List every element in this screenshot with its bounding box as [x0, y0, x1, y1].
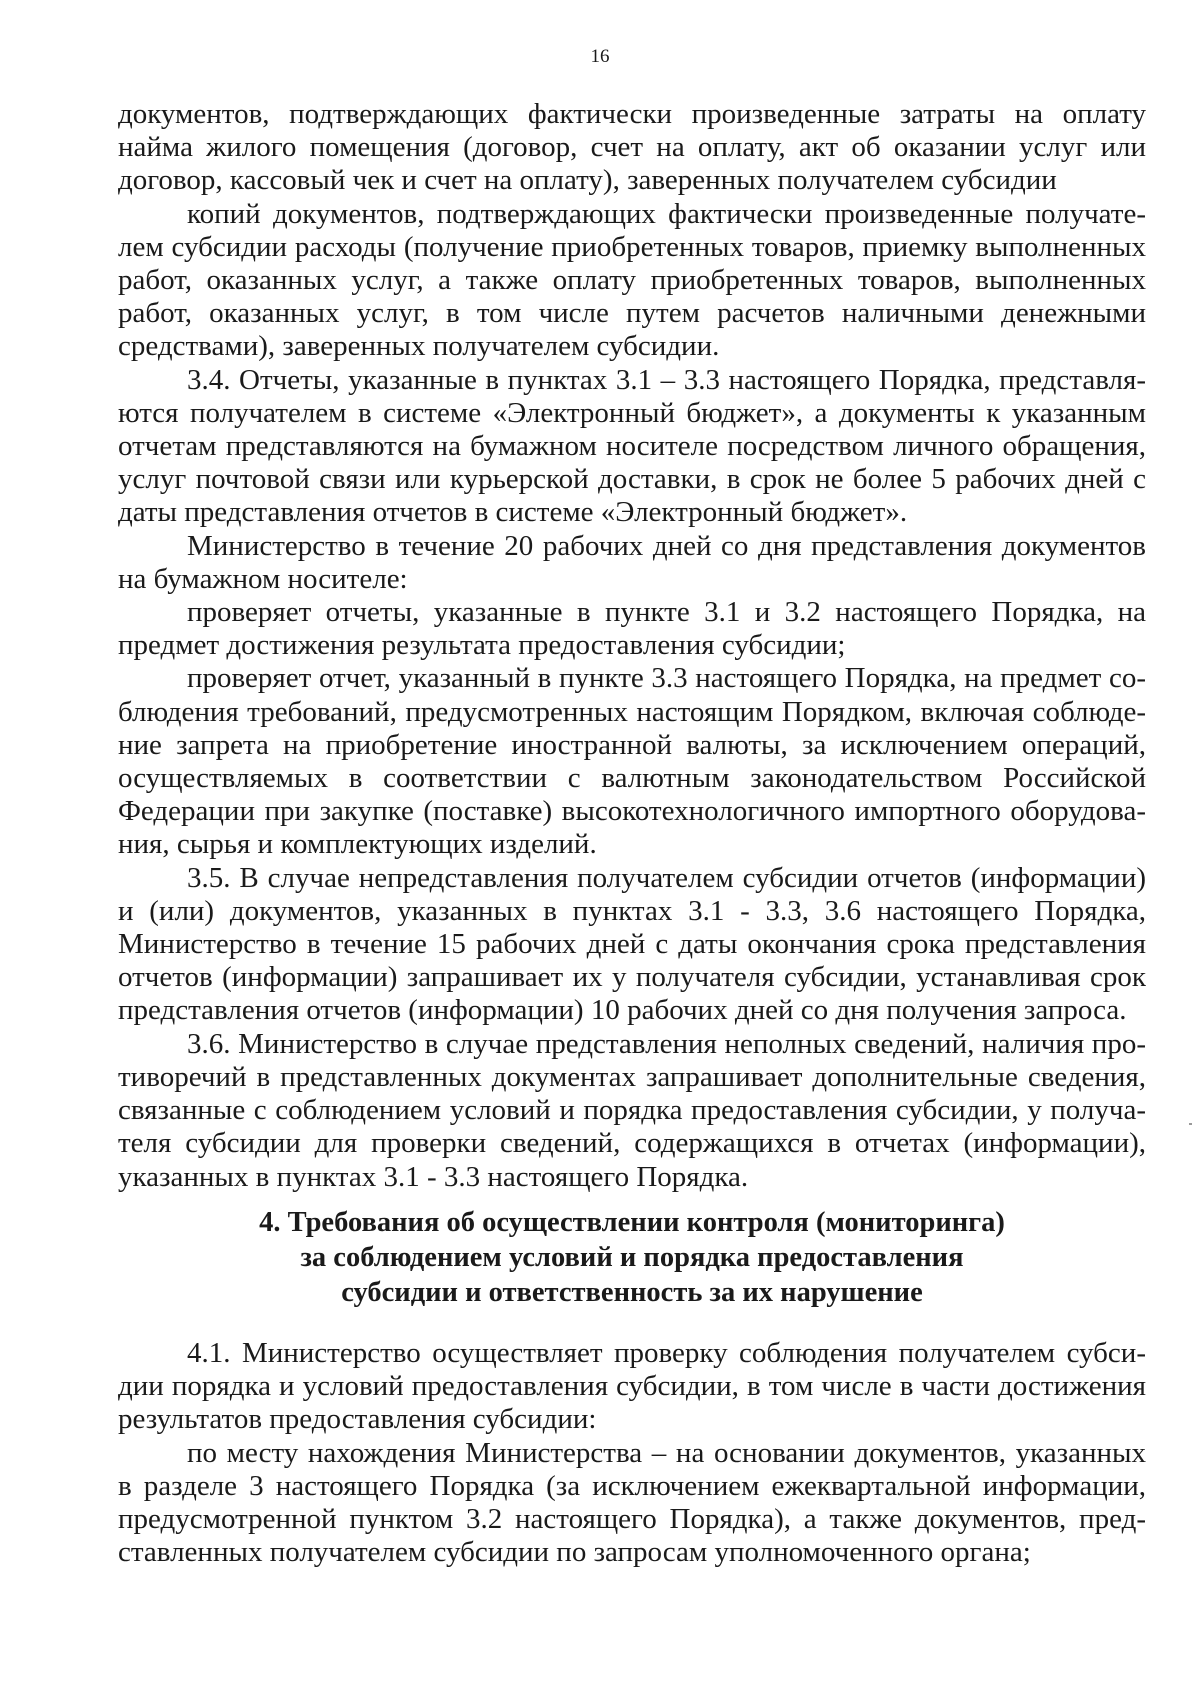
paragraph-3-6: 3.6. Министерство в случае представления неполных сведений, наличия противоречий в представленных документах запрашивает дополнительные сведения, связанные с соблюдением условий и порядка предоставления субсидии, у получателя субсидии для проверки сведений, содержащихся в отчетах (информации), указанных в пунктах 3.1 - 3.3 настоящего Порядка.	[118, 1027, 1146, 1193]
section-heading	[118, 1205, 1146, 1310]
page-number: 16	[590, 46, 610, 67]
section-heading-line: 4. Требования об осуществлении контроля (мониторинга)	[259, 1207, 1005, 1238]
paragraph-checks-reports: проверяет отчеты, указанные в пункте 3.1 и 3.2 настоящего Порядка, на предмет достижения результата предоставления субсидии;	[118, 596, 1146, 662]
document-body-top	[118, 98, 1146, 1194]
paragraph-continuation: документов, подтверждающих фактически произведенные затраты на оплату найма жилого помещения (договор, счет на оплату, акт об оказании услуг или договор, кассовый чек и счет на оплату), заверенных получателем субсидии	[118, 98, 1146, 197]
paragraph-4-1: 4.1. Министерство осуществляет проверку соблюдения получателем субсидии порядка и условий предоставления субсидии, в том числе в части достижения результатов предоставления субсидии:	[118, 1337, 1146, 1436]
section-heading-line: за соблюдением условий и порядка предоставления	[300, 1242, 964, 1273]
scan-mark	[1189, 1123, 1192, 1125]
document-body-bottom	[118, 1337, 1146, 1569]
paragraph-3-4: 3.4. Отчеты, указанные в пунктах 3.1 – 3.3 настоящего Порядка, представляются получателем в системе «Электронный бюджет», а документы к указанным отчетам представляются на бумажном носителе посредством личного обращения, услуг почтовой связи или курьерской доставки, в срок не более 5 рабочих дней с даты представления отчетов в системе «Электронный бюджет».	[118, 363, 1146, 529]
paragraph-ministry-review: Министерство в течение 20 рабочих дней со дня представления документов на бумажном носителе:	[118, 529, 1146, 595]
paragraph-ministry-location: по месту нахождения Министерства – на основании документов, указанных в разделе 3 настоящего Порядка (за исключением ежеквартальной информации, предусмотренной пунктом 3.2 настоящего Порядка), а также документов, представленных получателем субсидии по запросам уполномоченного органа;	[118, 1436, 1146, 1569]
paragraph-3-5: 3.5. В случае непредставления получателем субсидии отчетов (информации) и (или) документов, указанных в пунктах 3.1 - 3.3, 3.6 настоящего Порядка, Министерство в течение 15 рабочих дней с даты окончания срока представления отчетов (информации) запрашивает их у получателя субсидии, устанавливая срок представления отчетов (информации) 10 рабочих дней со дня получения запроса.	[118, 861, 1146, 1027]
paragraph-expense-copies: копий документов, подтверждающих фактически произведенные получателем субсидии расходы (получение приобретенных товаров, приемку выполненных работ, оказанных услуг, а также оплату приобретенных товаров, выполненных работ, оказанных услуг, в том числе путем расчетов наличными денежными средствами), заверенных получателем субсидии.	[118, 197, 1146, 363]
paragraph-checks-report-3-3: проверяет отчет, указанный в пункте 3.3 настоящего Порядка, на предмет соблюдения требований, предусмотренных настоящим Порядком, включая соблюдение запрета на приобретение иностранной валюты, за исключением операций, осуществляемых в соответствии с валютным законодательством Российской Федерации при закупке (поставке) высокотехнологичного импортного оборудования, сырья и комплектующих изделий.	[118, 662, 1146, 861]
section-heading-line: субсидии и ответственность за их нарушение	[341, 1277, 923, 1308]
